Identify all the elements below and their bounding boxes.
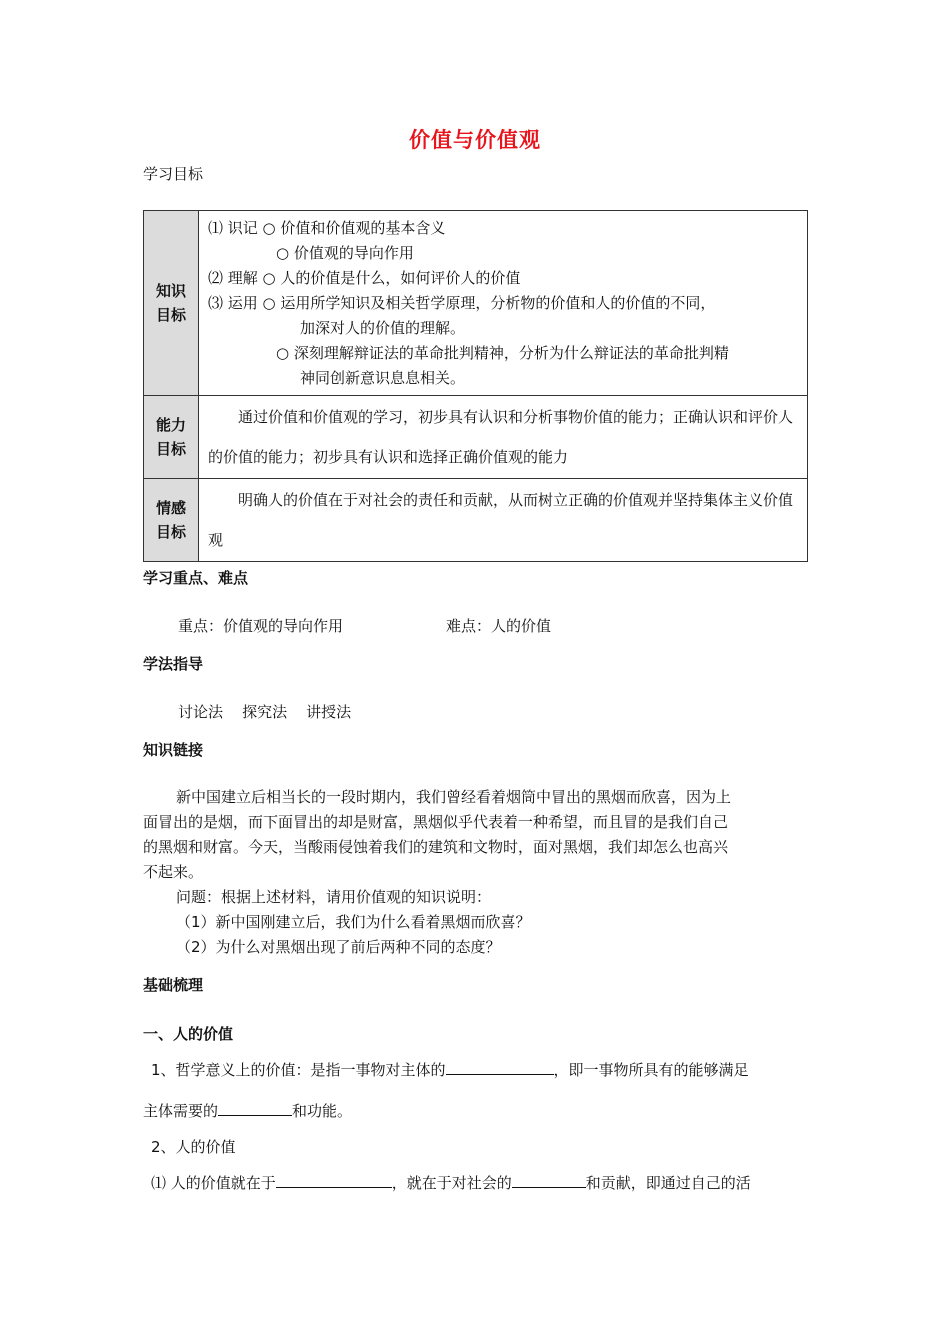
- knowledge-line: ⑶ 运用 ○ 运用所学知识及相关哲学原理，分析物的价值和人的价值的不同，: [208, 294, 716, 312]
- knowledge-goal-content: [199, 211, 808, 396]
- question-2: （2）为什么对黑烟出现了前后两种不同的态度？: [176, 938, 501, 956]
- ability-label-line1: 能力: [155, 416, 186, 434]
- fill-blank[interactable]: [446, 1058, 554, 1075]
- item-3-text-b: ，就在于对社会的: [391, 1174, 512, 1192]
- document-title: 价值与价值观: [409, 128, 541, 152]
- item-3-text-a: ⑴ 人的价值就在于: [151, 1174, 276, 1192]
- item-1-text-d: 和功能。: [292, 1102, 353, 1120]
- key-points-heading: 学习重点、难点: [143, 569, 249, 587]
- knowledge-line: ○ 价值观的导向作用: [276, 244, 414, 262]
- link-paragraph-line: 面冒出的是烟，而下面冒出的却是财富，黑烟似乎代表着一种希望，而且冒的是我们自己: [143, 813, 729, 831]
- item-1-text-c: 主体需要的: [143, 1102, 219, 1120]
- learning-goals-heading: 学习目标: [143, 165, 204, 183]
- knowledge-line: 神同创新意识息息相关。: [300, 369, 466, 387]
- link-paragraph-line: 的黑烟和财富。今天，当酸雨侵蚀着我们的建筑和文物时，面对黑烟，我们却怎么也高兴: [143, 838, 729, 856]
- knowledge-label-line1: 知识: [155, 282, 186, 300]
- emotion-label-line1: 情感: [155, 499, 186, 517]
- emotion-goal-content: [199, 479, 808, 562]
- section-1-heading: 一、人的价值: [143, 1025, 234, 1043]
- ability-goal-content: [199, 396, 808, 479]
- methods-text: 讨论法 探究法 讲授法: [178, 703, 352, 721]
- item-1-line: [151, 1058, 749, 1082]
- ability-label-line2: 目标: [155, 440, 186, 458]
- item-1-text-b: ，即一事物所具有的能够满足: [553, 1061, 749, 1079]
- knowledge-line: ⑴ 识记 ○ 价值和价值观的基本含义: [208, 219, 446, 237]
- ability-goal-row: [144, 396, 808, 479]
- knowledge-goal-label: [144, 211, 199, 396]
- fill-blank[interactable]: [512, 1171, 586, 1188]
- key-point: 重点：价值观的导向作用: [178, 617, 344, 635]
- difficult-point: 难点：人的价值: [446, 617, 552, 635]
- question-1: （1）新中国刚建立后，我们为什么看着黑烟而欣喜？: [176, 913, 531, 931]
- fill-blank[interactable]: [276, 1171, 392, 1188]
- item-1-text-a: 1、哲学意义上的价值：是指一事物对主体的: [151, 1061, 446, 1079]
- link-paragraph-line: 新中国建立后相当长的一段时期内，我们曾经看着烟筒中冒出的黑烟而欣喜，因为上: [176, 788, 732, 806]
- item-3-line: [151, 1171, 751, 1195]
- knowledge-link-heading: 知识链接: [143, 741, 204, 759]
- learning-goals-table: [143, 210, 808, 562]
- knowledge-line: ⑵ 理解 ○ 人的价值是什么，如何评价人的价值: [208, 269, 521, 287]
- ability-goal-text: 通过价值和价值观的学习，初步具有认识和分析事物价值的能力；正确认识和评价人的价值的能力；初步具有认识和选择正确价值观的能力: [208, 408, 794, 466]
- emotion-goal-text: 明确人的价值在于对社会的责任和贡献，从而树立正确的价值观并坚持集体主义价值观: [208, 491, 794, 549]
- knowledge-goal-row: [144, 211, 808, 396]
- item-3-text-c: 和贡献，即通过自己的活: [585, 1174, 751, 1192]
- knowledge-line: ○ 深刻理解辩证法的革命批判精神，分析为什么辩证法的革命批判精: [276, 344, 729, 362]
- ability-goal-label: [144, 396, 199, 479]
- emotion-goal-label: [144, 479, 199, 562]
- item-1-line-2: [143, 1099, 352, 1123]
- emotion-goal-row: [144, 479, 808, 562]
- question-intro: 问题：根据上述材料，请用价值观的知识说明：: [176, 888, 492, 906]
- link-paragraph-line: 不起来。: [143, 863, 204, 881]
- emotion-label-line2: 目标: [155, 523, 186, 541]
- knowledge-label-line2: 目标: [155, 306, 186, 324]
- knowledge-line: 加深对人的价值的理解。: [300, 319, 466, 337]
- fill-blank[interactable]: [218, 1099, 292, 1116]
- item-2: 2、人的价值: [151, 1138, 236, 1156]
- method-heading: 学法指导: [143, 655, 204, 673]
- basics-heading: 基础梳理: [143, 976, 204, 994]
